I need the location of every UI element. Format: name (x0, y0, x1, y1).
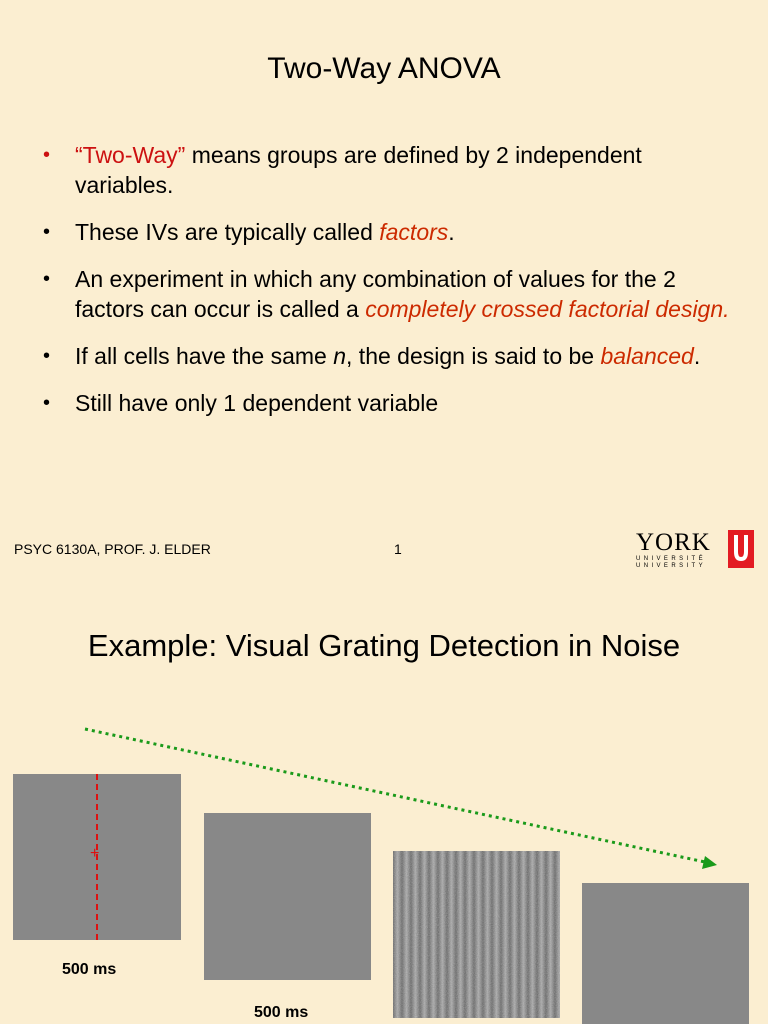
bullet-emphasis: balanced (600, 343, 694, 369)
logo-subtext-en: UNIVERSITY (636, 563, 707, 569)
bullet-emphasis: completely crossed factorial design. (365, 296, 730, 322)
fixation-cross-icon: + (90, 845, 100, 862)
blank-frame-2 (582, 883, 749, 1024)
slide-title: Example: Visual Grating Detection in Noise (87, 628, 681, 663)
footer-course: PSYC 6130A, PROF. J. ELDER (14, 541, 211, 557)
bullet-text: . (693, 343, 701, 369)
slide-title: Two-Way ANOVA (267, 52, 501, 85)
bullet-marker: • (43, 268, 51, 290)
bullet-emphasis: factors (379, 219, 449, 245)
bullet-marker: • (43, 221, 51, 243)
logo-wordmark: YORK (636, 529, 711, 556)
bullet-item (43, 341, 733, 371)
bullet-text: . (448, 219, 455, 245)
grating-noise-frame (393, 851, 560, 1018)
bullet-item (43, 264, 733, 324)
blank-frame-1 (204, 813, 371, 980)
duration-label: 500 ms (254, 1004, 309, 1021)
logo-u-icon (728, 530, 754, 568)
bullet-text: An experiment in which any combination of values for the 2 factors can occur is called a (75, 266, 676, 322)
duration-label: 500 ms (62, 961, 117, 978)
page-number: 1 (394, 541, 402, 557)
bullet-item (43, 388, 733, 418)
bullet-marker: • (43, 144, 51, 166)
bullet-item (43, 140, 733, 200)
bullet-text: , the design is said to be (346, 343, 601, 369)
bullet-text: “Two-Way” (75, 142, 186, 168)
bullet-item (43, 217, 733, 247)
logo-subtext-fr: UNIVERSITÉ (636, 556, 707, 562)
bullet-marker: • (43, 392, 51, 414)
fixation-frame (13, 774, 181, 940)
bullet-text: means groups are defined by 2 independent variables. (75, 142, 642, 198)
bullet-text: Still have only 1 dependent variable (75, 390, 439, 416)
bullet-text: If all cells have the same (75, 343, 334, 369)
bullet-list (43, 140, 733, 435)
bullet-marker: • (43, 345, 51, 367)
bullet-italic: n (333, 343, 347, 369)
york-logo (636, 530, 754, 570)
slide-2 (0, 588, 768, 1024)
bullet-text: These IVs are typically called (75, 219, 380, 245)
